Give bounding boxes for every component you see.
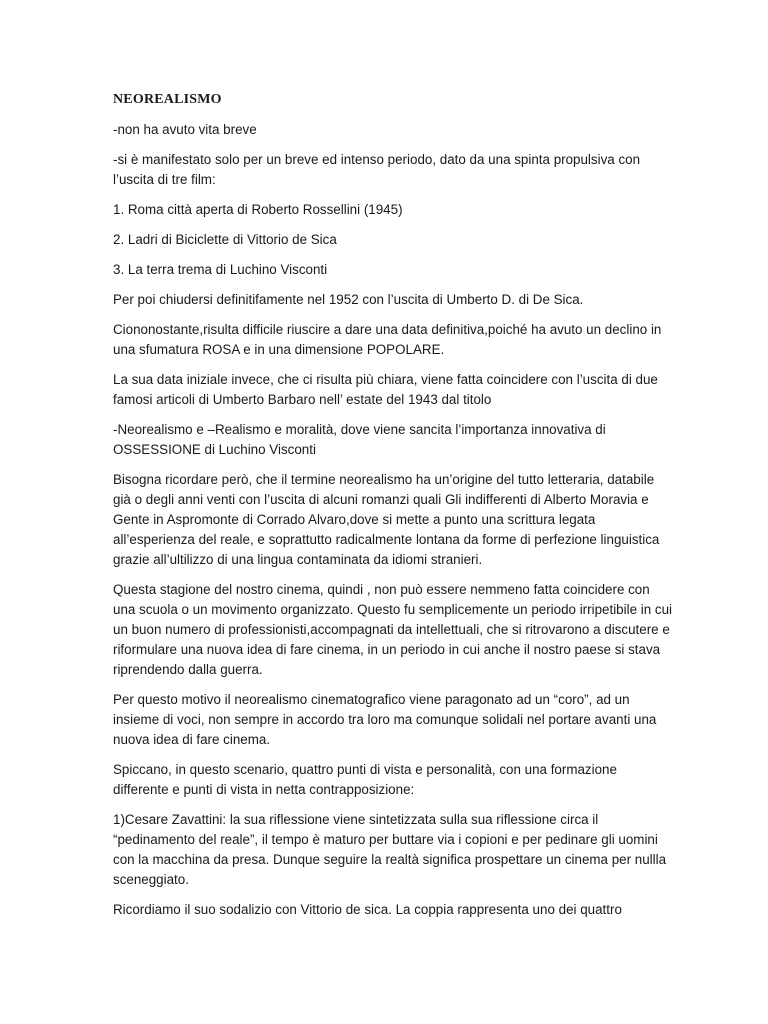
list-item-film: 2. Ladri di Biciclette di Vittorio de Sica	[113, 232, 337, 247]
paragraph: 1)Cesare Zavattini: la sua riflessione viene sintetizzata sulla sua riflessione circa il “pedinamento del reale”, il tempo è maturo per buttare via i copioni e per pedinare gli uomini con la macchina da presa. Dunque seguire la realtà significa prospettare un cinema per nullla sceneggiato.	[113, 812, 667, 887]
paragraph: Spiccano, in questo scenario, quattro punti di vista e personalità, con una formazione differente e punti di vista in netta contrapposizione:	[113, 762, 617, 797]
paragraph: La sua data iniziale invece, che ci risulta più chiara, viene fatta coincidere con l’uscita di due famosi articoli di Umberto Barbaro nell’ estate del 1943 dal titolo	[113, 372, 658, 407]
paragraph: -Neorealismo e –Realismo e moralità, dove viene sancita l’importanza innovativa di OSSESSIONE di Luchino Visconti	[113, 422, 606, 457]
document-body	[113, 90, 673, 930]
paragraph: Questa stagione del nostro cinema, quindi , non può essere nemmeno fatta coincidere con una scuola o un movimento organizzato. Questo fu semplicemente un periodo irripetibile in cui un buon numero di professionisti,accompagnati da intellettuali, che si ritrovarono a discutere e riformulare una nuova idea di fare cinema, in un periodo in cui anche il nostro paese si stava riprendendo dalla guerra.	[113, 582, 672, 677]
list-item-film: 3. La terra trema di Luchino Visconti	[113, 262, 328, 277]
paragraph: Per questo motivo il neorealismo cinematografico viene paragonato ad un “coro”, ad un insieme di voci, non sempre in accordo tra loro ma comunque solidali nel portare avanti una nuova idea di fare cinema.	[113, 692, 657, 747]
paragraph: Ricordiamo il suo sodalizio con Vittorio de sica. La coppia rappresenta uno dei quattro	[113, 902, 622, 917]
paragraph: Ciononostante,risulta difficile riuscire a dare una data definitiva,poiché ha avuto un declino in una sfumatura ROSA e in una dimensione POPOLARE.	[113, 322, 662, 357]
paragraph: Bisogna ricordare però, che il termine neorealismo ha un’origine del tutto letteraria, databile già o degli anni venti con l’uscita di alcuni romanzi quali Gli indifferenti di Alberto Moravia e Gente in Aspromonte di Corrado Alvaro,dove si mette a punto una scrittura legata all’esperienza del reale, e soprattutto radicalmente lontana da forme di perfezione linguistica grazie all’ultilizzo di una lingua contaminata da idiomi stranieri.	[113, 472, 660, 567]
paragraph: -si è manifestato solo per un breve ed intenso periodo, dato da una spinta propulsiva con l’uscita di tre film:	[113, 152, 641, 187]
list-item-film: 1. Roma città aperta di Roberto Rossellini (1945)	[113, 202, 403, 217]
document-title: NEOREALISMO	[113, 92, 222, 107]
paragraph: Per poi chiudersi definitifamente nel 1952 con l’uscita di Umberto D. di De Sica.	[113, 292, 584, 307]
paragraph: -non ha avuto vita breve	[113, 122, 257, 137]
